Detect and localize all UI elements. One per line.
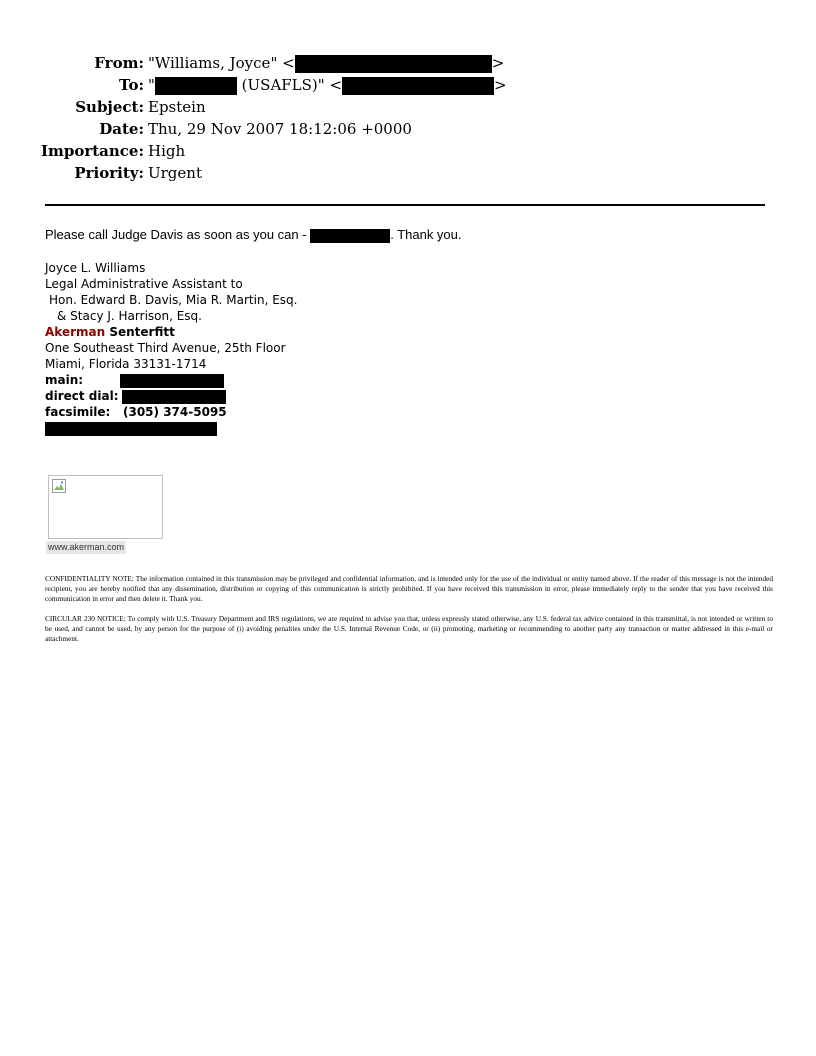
fax-value: (305) 374-5095 <box>123 405 227 419</box>
redaction-to-email <box>342 77 494 95</box>
circular-230-notice: CIRCULAR 230 NOTICE: To comply with U.S. Treasury Department and IRS regulations, we are required to advise you that, unless expressly stated otherwise, any U.S. federal tax advice contained in this transmittal, is not intended or written to be used, and cannot be used, by any person for the purpose of (i) avoiding penalties under the U.S. Internal Revenue Code, or (ii) promoting, marketing or recommending to another party any transaction or matter addressed in this e-mail or attachment. <box>45 614 773 643</box>
message-closing: . Thank you. <box>390 227 462 242</box>
direct-dial-row <box>45 388 297 404</box>
email-header <box>0 52 816 184</box>
to-value <box>148 74 507 96</box>
priority-row <box>0 162 816 184</box>
direct-dial-label: direct dial: <box>45 389 119 403</box>
to-suffix: > <box>494 76 507 94</box>
from-row <box>0 52 816 74</box>
address-line-1: One Southeast Third Avenue, 25th Floor <box>45 341 286 355</box>
priority-label: Priority: <box>74 164 144 182</box>
firm-name <box>45 324 297 340</box>
importance-value: High <box>148 142 186 160</box>
signature-attorneys-2: & Stacy J. Harrison, Esq. <box>57 309 202 323</box>
from-suffix: > <box>491 54 505 72</box>
firm-logo-image[interactable] <box>48 475 163 539</box>
redaction-sender-email <box>45 422 217 436</box>
importance-row <box>0 140 816 162</box>
signature-attorneys-1: Hon. Edward B. Davis, Mia R. Martin, Esq. <box>49 293 298 307</box>
fax-row <box>45 404 297 420</box>
subject-value: Epstein <box>148 98 206 116</box>
signature-block <box>45 260 297 436</box>
from-name: "Williams, Joyce" < <box>148 54 295 72</box>
website-link[interactable]: www.akerman.com <box>48 542 125 552</box>
redaction-direct-phone <box>122 390 226 404</box>
redaction-to-name <box>155 77 237 95</box>
to-label: To: <box>119 76 144 94</box>
date-value: Thu, 29 Nov 2007 18:12:06 +0000 <box>148 120 412 138</box>
header-divider <box>45 204 765 206</box>
signature-title: Legal Administrative Assistant to <box>45 277 243 291</box>
priority-value: Urgent <box>148 164 202 182</box>
redacted-email-row <box>45 420 297 436</box>
message-body <box>45 227 462 243</box>
address-line-2: Miami, Florida 33131-1714 <box>45 357 207 371</box>
main-phone-row <box>45 372 297 388</box>
date-row <box>0 118 816 140</box>
from-label: From: <box>94 54 144 72</box>
message-text: Please call Judge Davis as soon as you can - <box>45 227 311 242</box>
from-value <box>148 52 504 74</box>
subject-row <box>0 96 816 118</box>
to-middle: (USAFLS)" < <box>236 76 343 94</box>
fax-label: facsimile: <box>45 405 111 419</box>
importance-label: Importance: <box>40 142 144 160</box>
signature-name: Joyce L. Williams <box>45 261 146 275</box>
to-prefix: " <box>148 76 155 94</box>
firm-name-senterfitt: Senterfitt <box>105 325 175 339</box>
confidentiality-notice: CONFIDENTIALITY NOTE: The information contained in this transmission may be privileged and confidential information, and is intended only for the use of the individual or entity named above. If the reader of this message is not the intended recipient, you are hereby notified that any dissemination, distribution or copying of this communication is strictly prohibited. If you have received this transmission in error, please immediately reply to the sender that you have received this communication in error and then delete it. Thank you. <box>45 574 773 603</box>
redaction-phone <box>310 229 390 243</box>
to-row <box>0 74 816 96</box>
redaction-main-phone <box>120 374 224 388</box>
redaction-from-email <box>295 55 492 73</box>
broken-image-icon <box>52 479 66 493</box>
main-label: main: <box>45 373 84 387</box>
firm-name-akerman: Akerman <box>45 325 106 339</box>
date-label: Date: <box>99 120 144 138</box>
subject-label: Subject: <box>75 98 144 116</box>
